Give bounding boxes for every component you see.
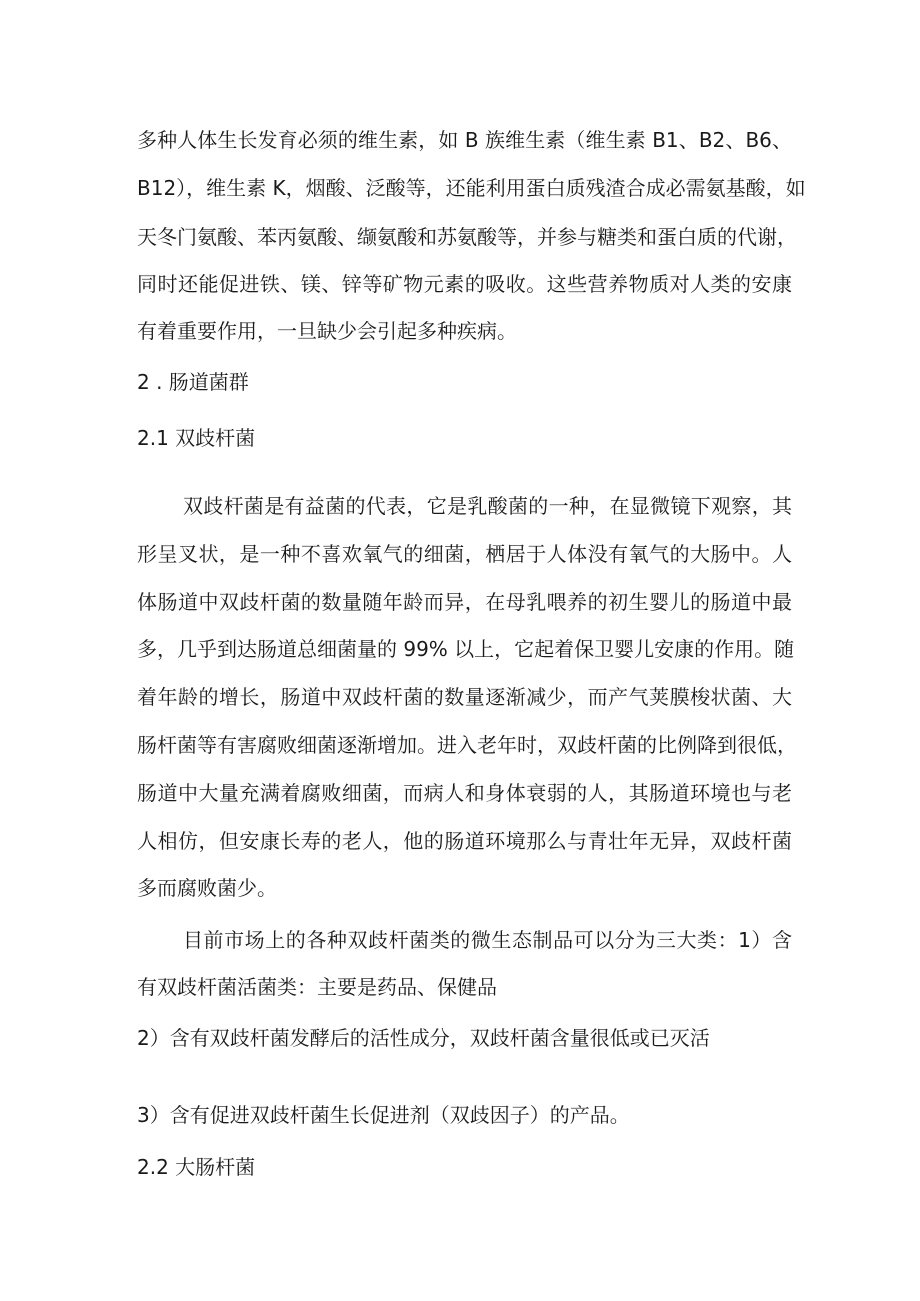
text-line: 多而腐败菌少。 (137, 876, 277, 900)
text-line: 人相仿，但安康长寿的老人，他的肠道环境那么与青壮年无异，双歧杆菌 (137, 829, 792, 853)
text-line: 多，几乎到达肠道总细菌量的 99% 以上，它起着保卫婴儿安康的作用。随 (137, 637, 795, 661)
section-heading: 2 . 肠道菌群 (137, 370, 249, 394)
list-item: 3）含有促进双歧杆菌生长促进剂（双歧因子）的产品。 (137, 1103, 630, 1127)
subsection-heading: 2.2 大肠杆菌 (137, 1155, 256, 1179)
text-line: 有着重要作用，一旦缺少会引起多种疾病。 (137, 319, 517, 343)
text-line: 体肠道中双歧杆菌的数量随年龄而异，在母乳喂养的初生婴儿的肠道中最 (137, 590, 792, 614)
text-line: 肠杆菌等有害腐败细菌逐渐增加。进入老年时，双歧杆菌的比例降到很低， (137, 733, 797, 757)
list-item: 2）含有双歧杆菌发酵后的活性成分，双歧杆菌含量很低或已灭活 (137, 1026, 710, 1050)
text-line: 目前市场上的各种双歧杆菌类的微生态制品可以分为三大类：1）含 (183, 928, 792, 952)
text-line: 着年龄的增长，肠道中双歧杆菌的数量逐渐减少，而产气荚膜梭状菌、大 (137, 685, 792, 709)
text-line: 有双歧杆菌活菌类：主要是药品、保健品 (137, 975, 497, 999)
text-line: B12），维生素 K，烟酸、泛酸等，还能利用蛋白质残渣合成必需氨基酸，如 (137, 176, 806, 200)
text-line: 形呈叉状，是一种不喜欢氧气的细菌，栖居于人体没有氧气的大肠中。人 (137, 542, 792, 566)
subsection-heading: 2.1 双歧杆菌 (137, 426, 256, 450)
text-line: 同时还能促进铁、镁、锌等矿物元素的吸收。这些营养物质对人类的安康 (137, 272, 792, 296)
text-line: 肠道中大量充满着腐败细菌，而病人和身体衰弱的人，其肠道环境也与老 (137, 781, 792, 805)
text-line: 天冬门氨酸、苯丙氨酸、缬氨酸和苏氨酸等，并参与糖类和蛋白质的代谢， (137, 225, 797, 249)
text-line: 多种人体生长发育必须的维生素，如 B 族维生素（维生素 B1、B2、B6、 (137, 128, 792, 152)
text-line: 双歧杆菌是有益菌的代表，它是乳酸菌的一种，在显微镜下观察，其 (183, 494, 792, 518)
